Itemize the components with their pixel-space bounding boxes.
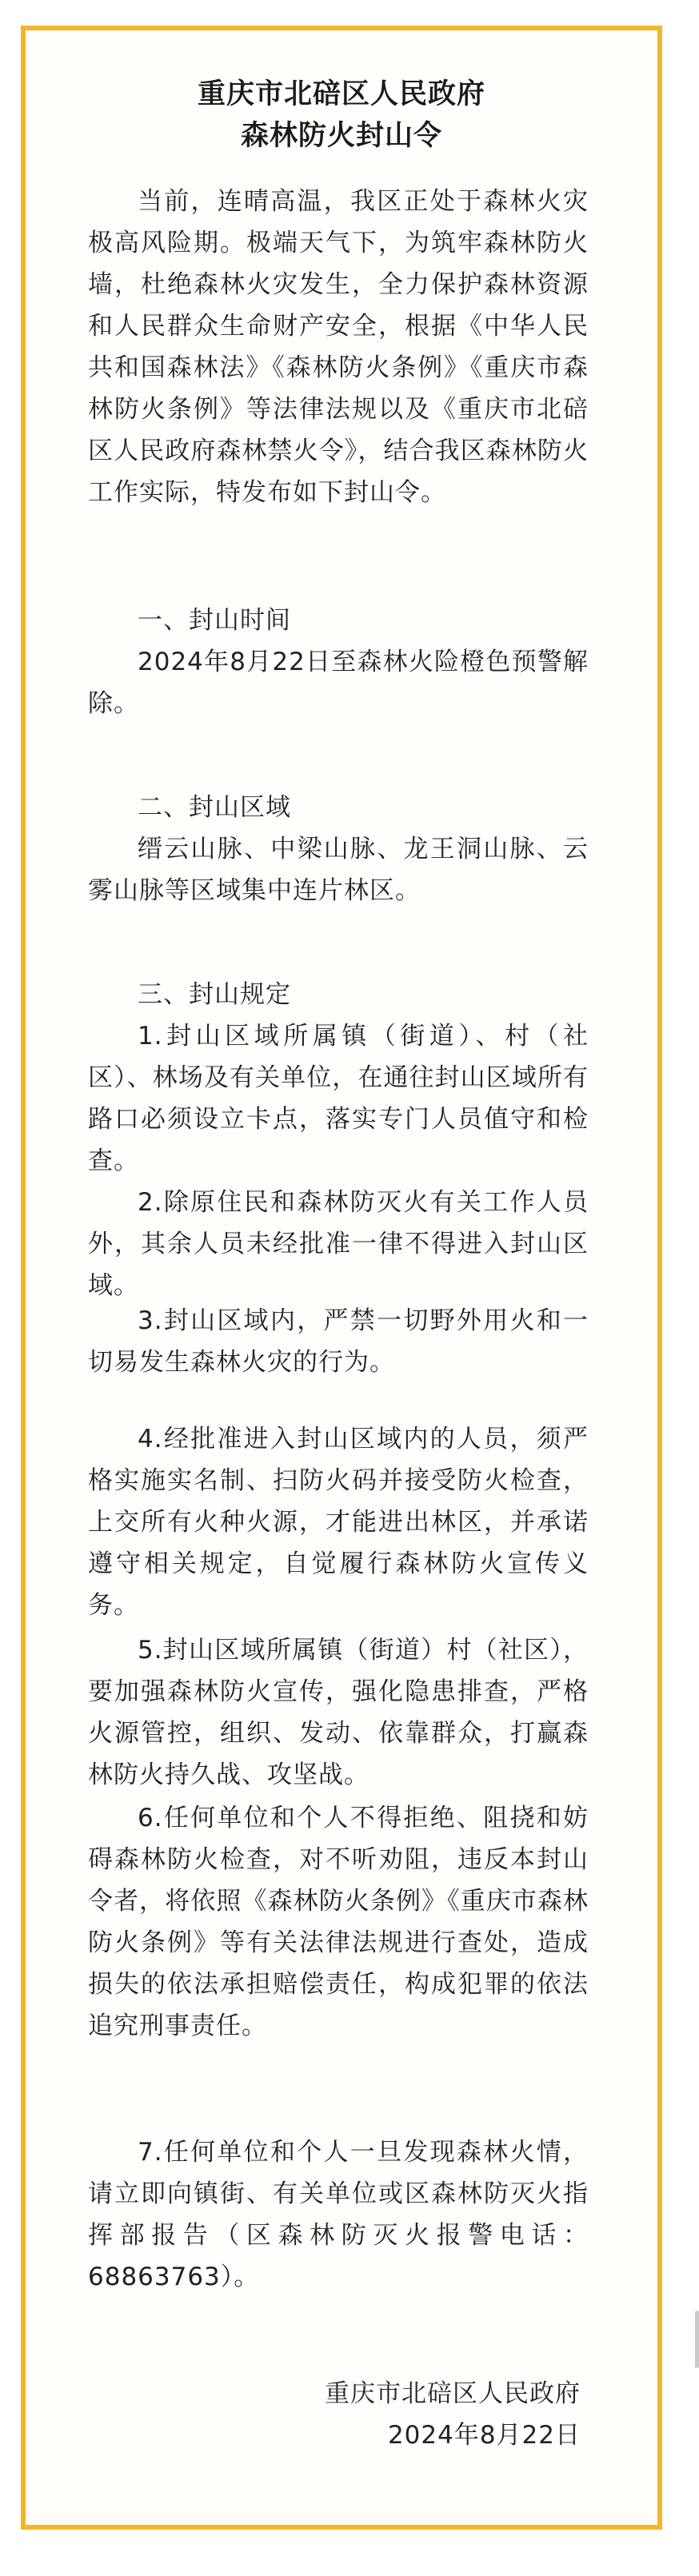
rule-item-3: 3.封山区域内，严禁一切野外用火和一切易发生森林火灾的行为。 [88,1306,589,1377]
intro-paragraph: 当前，连晴高温，我区正处于森林火灾极高风险期。极端天气下，为筑牢森林防火墙，杜绝森林火灾发生，全力保护森林资源和人民群众生命财产安全，根据《中华人民共和国森林法》《森林防火条例》《重庆市森林防火条例》等法律法规以及《重庆市北碚区人民政府森林禁火令》，结合我区森林防火工作实际，特发布如下封山令。 [88,187,589,507]
notice-frame [21,26,662,2530]
section-area-heading: 二、封山区域 [138,793,291,822]
rule-item-2: 2.除原住民和森林防灭火有关工作人员外，其余人员未经批准一律不得进入封山区域。 [88,1188,589,1300]
rule-item-1: 1.封山区域所属镇（街道）、村（社区）、林场及有关单位，在通往封山区域所有路口必须设立卡点，落实专门人员值守和检查。 [88,1022,589,1175]
rule-item-6: 6.任何单位和个人不得拒绝、阻挠和妨碍森林防火检查，对不听劝阻，违反本封山令者，将依照《森林防火条例》《重庆市森林防火条例》等有关法律法规进行查处，造成损失的依法承担赔偿责任，构成犯罪的依法追究刑事责任。 [88,1804,589,2040]
section-area-body: 缙云山脉、中梁山脉、龙王洞山脉、云雾山脉等区域集中连片林区。 [88,835,589,905]
section-time-body: 2024年8月22日至森林火险橙色预警解除。 [88,648,589,718]
section-rules-heading: 三、封山规定 [138,980,291,1009]
rule-item-5: 5.封山区域所属镇（街道）村（社区），要加强森林防火宣传，强化隐患排查，严格火源管控，组织、发动、依靠群众，打赢森林防火持久战、攻坚战。 [88,1636,589,1789]
notice-title: 森林防火封山令 [240,120,442,152]
rule-item-7: 7.任何单位和个人一旦发现森林火情，请立即向镇街、有关单位或区森林防灭火指挥部报告（区森林防灭火报警电话：68863763）。 [88,2138,589,2291]
rule-item-4: 4.经批准进入封山区域内的人员，须严格实施实名制、扫防火码并接受防火检查，上交所有火种火源，才能进出林区，并承诺遵守相关规定，自觉履行森林防火宣传义务。 [88,1425,589,1620]
section-time-heading: 一、封山时间 [138,606,291,635]
signature-date: 2024年8月22日 [387,2421,581,2450]
scroll-indicator[interactable] [695,2311,699,2368]
notice-title-issuer: 重庆市北碚区人民政府 [197,78,485,110]
signature-issuer: 重庆市北碚区人民政府 [325,2379,581,2408]
